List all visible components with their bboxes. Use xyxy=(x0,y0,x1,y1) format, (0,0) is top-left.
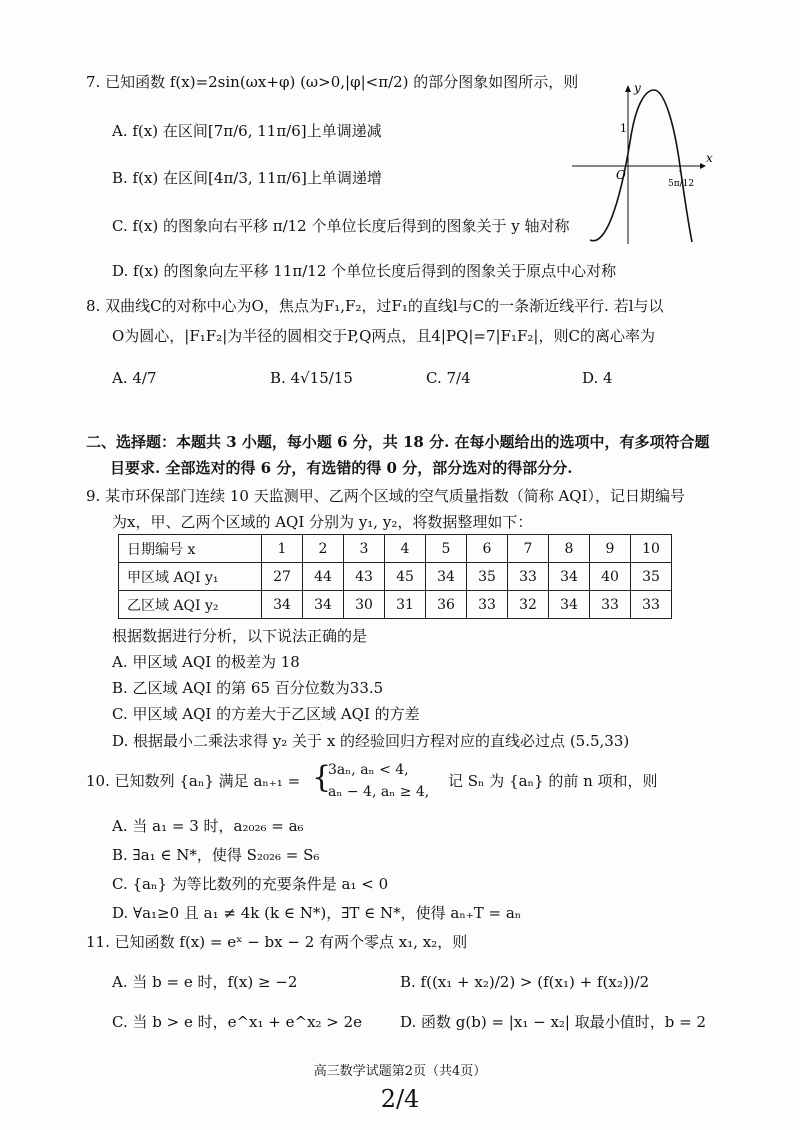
q7-stem: 7. 已知函数 f(x)=2sin(ωx+φ) (ω>0,|φ|<π/2) 的部分图象如图所示，则 xyxy=(86,73,579,91)
table-row xyxy=(119,563,672,591)
origin-label: O xyxy=(616,168,626,182)
table-cell: 35 xyxy=(631,563,672,591)
table-cell: 44 xyxy=(303,563,344,591)
q8-option-a: A. 4/7 xyxy=(112,369,157,387)
table-cell: 8 xyxy=(549,535,590,563)
table-row xyxy=(119,535,672,563)
table-cell: 10 xyxy=(631,535,672,563)
q7-option-d: D. f(x) 的图象向左平移 11π/12 个单位长度后得到的图象关于原点中心对称 xyxy=(112,262,617,280)
table-cell: 2 xyxy=(303,535,344,563)
q9-after: 根据数据进行分析，以下说法正确的是 xyxy=(112,627,368,645)
table-cell: 34 xyxy=(549,591,590,619)
brace-icon: { xyxy=(312,760,332,795)
q11-option-b: B. f((x₁ + x₂)/2) > (f(x₁) + f(x₂))/2 xyxy=(400,973,650,991)
table-cell: 40 xyxy=(590,563,631,591)
q10-case2: aₙ − 4, aₙ ≥ 4, xyxy=(328,784,430,800)
q9-option-a: A. 甲区域 AQI 的极差为 18 xyxy=(112,653,300,671)
table-cell: 33 xyxy=(631,591,672,619)
table-cell: 4 xyxy=(385,535,426,563)
section2-heading: 二、选择题：本题共 3 小题，每小题 6 分，共 18 分. 在每小题给出的选项中，有多项符合题 xyxy=(86,433,710,451)
table-cell: 30 xyxy=(344,591,385,619)
table-cell: 33 xyxy=(508,563,549,591)
table-cell: 日期编号 x xyxy=(119,535,262,563)
table-cell: 33 xyxy=(467,591,508,619)
q10-option-b: B. ∃a₁ ∈ N*，使得 S₂₀₂₆ = S₆ xyxy=(112,846,320,864)
x-tick-label: 5π/12 xyxy=(668,179,695,189)
table-cell: 5 xyxy=(426,535,467,563)
table-cell: 1 xyxy=(262,535,303,563)
q9-line2: 为x，甲、乙两个区域的 AQI 分别为 y₁, y₂，将数据整理如下： xyxy=(112,513,533,531)
q9-option-d: D. 根据最小二乘法求得 y₂ 关于 x 的经验回归方程对应的直线必过点 (5.5,33) xyxy=(112,732,630,750)
table-row xyxy=(119,591,672,619)
q9-aqi-table xyxy=(118,534,672,619)
page-number: 2/4 xyxy=(380,1085,420,1113)
table-cell: 33 xyxy=(590,591,631,619)
q10-option-c: C. {aₙ} 为等比数列的充要条件是 a₁ < 0 xyxy=(112,875,389,893)
table-cell: 6 xyxy=(467,535,508,563)
x-axis-label: x xyxy=(706,151,713,165)
q7-option-b: B. f(x) 在区间[4π/3, 11π/6]上单调递增 xyxy=(112,169,382,187)
q8-line1: 8. 双曲线C的对称中心为O，焦点为F₁,F₂，过F₁的直线l与C的一条渐近线平行. 若l与以 xyxy=(86,297,664,315)
q10-option-d: D. ∀a₁≥0 且 a₁ ≠ 4k (k ∈ N*)，∃T ∈ N*，使得 aₙ₊T = aₙ xyxy=(112,904,522,922)
q9-option-c: C. 甲区域 AQI 的方差大于乙区域 AQI 的方差 xyxy=(112,705,420,723)
q10-case1: 3aₙ, aₙ < 4, xyxy=(328,762,409,778)
table-cell: 45 xyxy=(385,563,426,591)
q10-option-a: A. 当 a₁ = 3 时，a₂₀₂₆ = a₆ xyxy=(112,817,304,835)
table-cell: 32 xyxy=(508,591,549,619)
q11-stem: 11. 已知函数 f(x) = eˣ − bx − 2 有两个零点 x₁, x₂，则 xyxy=(86,933,468,951)
y-axis-label: y xyxy=(634,81,641,95)
table-cell: 31 xyxy=(385,591,426,619)
y-tick-label: 1 xyxy=(620,122,627,135)
q8-option-b: B. 4√15/15 xyxy=(270,369,353,387)
y-axis-arrow xyxy=(625,85,631,92)
q10-stem-pre: 10. 已知数列 {aₙ} 满足 aₙ₊₁ = xyxy=(86,772,301,790)
q8-option-d: D. 4 xyxy=(582,369,613,387)
table-cell: 3 xyxy=(344,535,385,563)
q10-stem-post: 记 Sₙ 为 {aₙ} 的前 n 项和，则 xyxy=(448,772,658,790)
table-cell: 34 xyxy=(549,563,590,591)
q11-option-a: A. 当 b = e 时，f(x) ≥ −2 xyxy=(112,973,298,991)
table-cell: 乙区域 AQI y₂ xyxy=(119,591,262,619)
q9-line1: 9. 某市环保部门连续 10 天监测甲、乙两个区域的空气质量指数（简称 AQI），记日期编号 xyxy=(86,487,686,505)
table-cell: 甲区域 AQI y₁ xyxy=(119,563,262,591)
page-footer: 高三数学试题第2页（共4页） xyxy=(313,1064,487,1079)
table-cell: 27 xyxy=(262,563,303,591)
table-cell: 43 xyxy=(344,563,385,591)
q11-option-c: C. 当 b > e 时，e^x₁ + e^x₂ > 2e xyxy=(112,1013,363,1031)
table-cell: 36 xyxy=(426,591,467,619)
q11-option-d: D. 函数 g(b) = |x₁ − x₂| 取最小值时，b = 2 xyxy=(400,1013,706,1031)
table-cell: 34 xyxy=(303,591,344,619)
q7-option-a: A. f(x) 在区间[7π/6, 11π/6]上单调递减 xyxy=(112,122,382,140)
q9-option-b: B. 乙区域 AQI 的第 65 百分位数为33.5 xyxy=(112,679,384,697)
q8-line2: O为圆心，|F₁F₂|为半径的圆相交于P,Q两点，且4|PQ|=7|F₁F₂|，则C的离心率为 xyxy=(112,327,655,345)
q7-sine-graph xyxy=(572,82,712,250)
table-cell: 34 xyxy=(262,591,303,619)
q8-option-c: C. 7/4 xyxy=(426,369,471,387)
table-cell: 35 xyxy=(467,563,508,591)
section2-heading-cont: 目要求. 全部选对的得 6 分，有选错的得 0 分，部分选对的得部分分. xyxy=(110,459,573,477)
table-cell: 34 xyxy=(426,563,467,591)
table-cell: 9 xyxy=(590,535,631,563)
q7-option-c: C. f(x) 的图象向右平移 π/12 个单位长度后得到的图象关于 y 轴对称 xyxy=(112,217,570,235)
table-cell: 7 xyxy=(508,535,549,563)
